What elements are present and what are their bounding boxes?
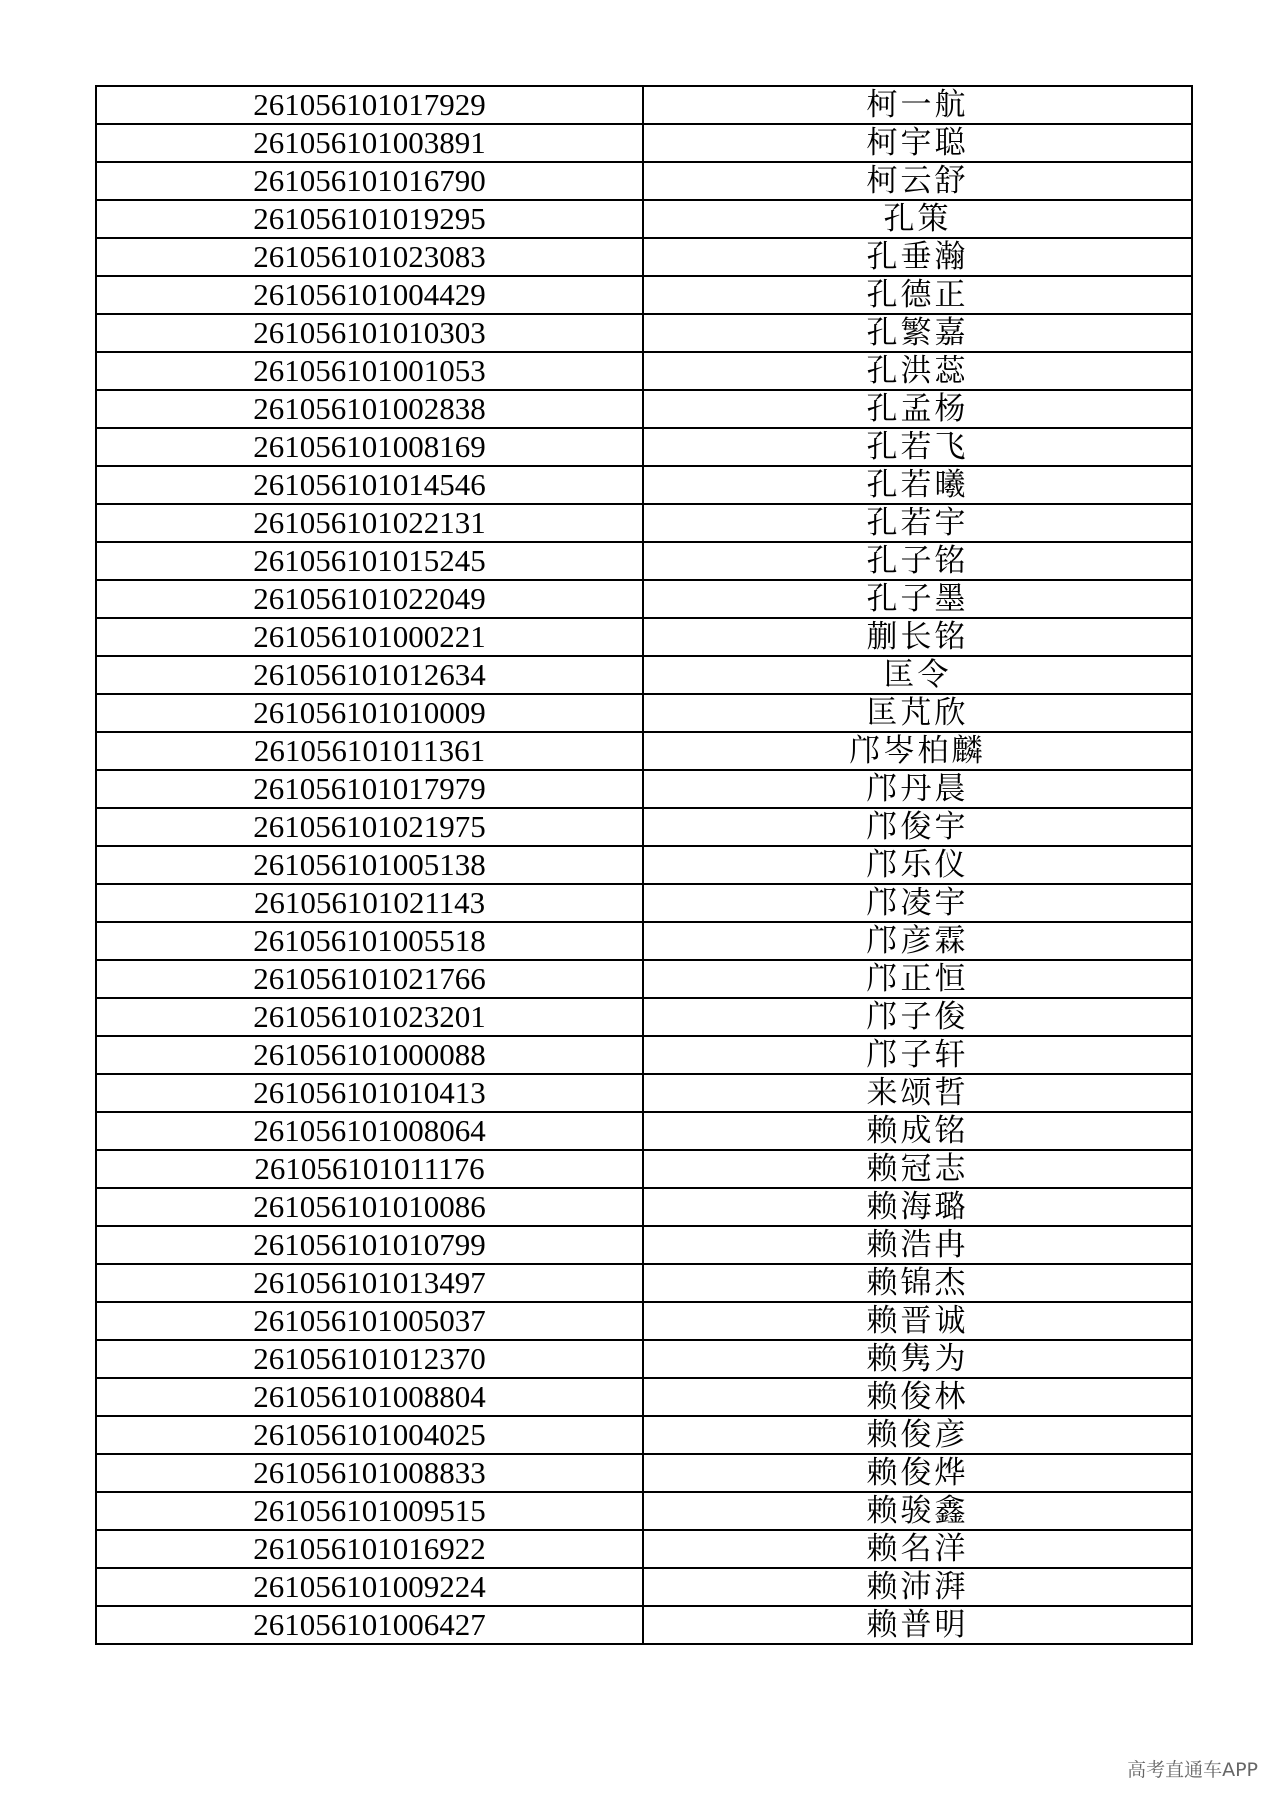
table-row (96, 1568, 1192, 1606)
exam-number-cell: 261056101001053 (96, 352, 643, 390)
exam-number-cell: 261056101004025 (96, 1416, 643, 1454)
exam-number-cell: 261056101017979 (96, 770, 643, 808)
table-row (96, 884, 1192, 922)
table-row (96, 124, 1192, 162)
candidate-table-body (96, 86, 1192, 1644)
exam-number-cell: 261056101002838 (96, 390, 643, 428)
student-name-cell: 邝丹晨 (643, 770, 1192, 808)
exam-number-cell: 261056101005138 (96, 846, 643, 884)
table-row (96, 1492, 1192, 1530)
student-name-cell: 孔子铭 (643, 542, 1192, 580)
table-row (96, 238, 1192, 276)
table-row (96, 732, 1192, 770)
table-row (96, 1036, 1192, 1074)
table-row (96, 276, 1192, 314)
watermark: 高考直通车APP (1127, 1759, 1258, 1781)
table-row (96, 846, 1192, 884)
table-row (96, 1074, 1192, 1112)
student-name-cell: 柯一航 (643, 86, 1192, 124)
table-row (96, 466, 1192, 504)
student-name-cell: 赖冠志 (643, 1150, 1192, 1188)
table-row (96, 542, 1192, 580)
table-row (96, 504, 1192, 542)
student-name-cell: 孔繁嘉 (643, 314, 1192, 352)
student-name-cell: 赖名洋 (643, 1530, 1192, 1568)
exam-number-cell: 261056101016790 (96, 162, 643, 200)
student-name-cell: 来颂哲 (643, 1074, 1192, 1112)
exam-number-cell: 261056101021975 (96, 808, 643, 846)
student-name-cell: 匡芃欣 (643, 694, 1192, 732)
exam-number-cell: 261056101010303 (96, 314, 643, 352)
exam-number-cell: 261056101012634 (96, 656, 643, 694)
exam-number-cell: 261056101008804 (96, 1378, 643, 1416)
exam-number-cell: 261056101011361 (96, 732, 643, 770)
exam-number-cell: 261056101010413 (96, 1074, 643, 1112)
student-name-cell: 匡令 (643, 656, 1192, 694)
exam-number-cell: 261056101023201 (96, 998, 643, 1036)
exam-number-cell: 261056101000088 (96, 1036, 643, 1074)
exam-number-cell: 261056101022049 (96, 580, 643, 618)
exam-number-cell: 261056101008833 (96, 1454, 643, 1492)
student-name-cell: 赖海璐 (643, 1188, 1192, 1226)
student-name-cell: 柯云舒 (643, 162, 1192, 200)
student-name-cell: 赖俊彦 (643, 1416, 1192, 1454)
exam-number-cell: 261056101021766 (96, 960, 643, 998)
student-name-cell: 孔策 (643, 200, 1192, 238)
table-row (96, 162, 1192, 200)
exam-number-cell: 261056101021143 (96, 884, 643, 922)
student-name-cell: 蒯长铭 (643, 618, 1192, 656)
table-row (96, 580, 1192, 618)
exam-number-cell: 261056101017929 (96, 86, 643, 124)
student-name-cell: 邝凌宇 (643, 884, 1192, 922)
student-name-cell: 邝彦霖 (643, 922, 1192, 960)
table-row (96, 808, 1192, 846)
exam-number-cell: 261056101014546 (96, 466, 643, 504)
table-row (96, 998, 1192, 1036)
student-name-cell: 孔子墨 (643, 580, 1192, 618)
table-row (96, 86, 1192, 124)
candidate-table (95, 85, 1193, 1645)
table-row (96, 1416, 1192, 1454)
table-row (96, 1340, 1192, 1378)
exam-number-cell: 261056101013497 (96, 1264, 643, 1302)
exam-number-cell: 261056101000221 (96, 618, 643, 656)
student-name-cell: 赖俊林 (643, 1378, 1192, 1416)
exam-number-cell: 261056101016922 (96, 1530, 643, 1568)
exam-number-cell: 261056101005518 (96, 922, 643, 960)
table-row (96, 1112, 1192, 1150)
student-name-cell: 赖沛湃 (643, 1568, 1192, 1606)
student-name-cell: 孔垂瀚 (643, 238, 1192, 276)
table-row (96, 960, 1192, 998)
student-name-cell: 赖隽为 (643, 1340, 1192, 1378)
student-name-cell: 邝乐仪 (643, 846, 1192, 884)
student-name-cell: 孔若飞 (643, 428, 1192, 466)
exam-number-cell: 261056101023083 (96, 238, 643, 276)
table-row (96, 1188, 1192, 1226)
student-name-cell: 孔若曦 (643, 466, 1192, 504)
exam-number-cell: 261056101009224 (96, 1568, 643, 1606)
exam-number-cell: 261056101012370 (96, 1340, 643, 1378)
student-name-cell: 赖浩冉 (643, 1226, 1192, 1264)
table-row (96, 314, 1192, 352)
exam-number-cell: 261056101010799 (96, 1226, 643, 1264)
student-name-cell: 柯宇聪 (643, 124, 1192, 162)
table-row (96, 1264, 1192, 1302)
exam-number-cell: 261056101010086 (96, 1188, 643, 1226)
table-row (96, 1454, 1192, 1492)
exam-number-cell: 261056101015245 (96, 542, 643, 580)
student-name-cell: 邝正恒 (643, 960, 1192, 998)
table-row (96, 694, 1192, 732)
student-name-cell: 孔德正 (643, 276, 1192, 314)
student-name-cell: 邝俊宇 (643, 808, 1192, 846)
student-name-cell: 邝子轩 (643, 1036, 1192, 1074)
table-row (96, 428, 1192, 466)
table-row (96, 1606, 1192, 1644)
exam-number-cell: 261056101010009 (96, 694, 643, 732)
student-name-cell: 孔孟杨 (643, 390, 1192, 428)
student-name-cell: 赖成铭 (643, 1112, 1192, 1150)
exam-number-cell: 261056101005037 (96, 1302, 643, 1340)
table-row (96, 1226, 1192, 1264)
student-name-cell: 赖骏鑫 (643, 1492, 1192, 1530)
table-row (96, 1378, 1192, 1416)
student-name-cell: 邝岑柏麟 (643, 732, 1192, 770)
student-name-cell: 孔若宇 (643, 504, 1192, 542)
exam-number-cell: 261056101019295 (96, 200, 643, 238)
student-name-cell: 赖锦杰 (643, 1264, 1192, 1302)
table-row (96, 922, 1192, 960)
table-row (96, 770, 1192, 808)
table-row (96, 1530, 1192, 1568)
table-row (96, 1150, 1192, 1188)
student-name-cell: 邝子俊 (643, 998, 1192, 1036)
table-row (96, 1302, 1192, 1340)
exam-number-cell: 261056101022131 (96, 504, 643, 542)
exam-number-cell: 261056101008064 (96, 1112, 643, 1150)
exam-number-cell: 261056101004429 (96, 276, 643, 314)
table-row (96, 352, 1192, 390)
student-name-cell: 赖俊烨 (643, 1454, 1192, 1492)
table-row (96, 200, 1192, 238)
exam-number-cell: 261056101009515 (96, 1492, 643, 1530)
table-row (96, 618, 1192, 656)
exam-number-cell: 261056101006427 (96, 1606, 643, 1644)
student-name-cell: 孔洪蕊 (643, 352, 1192, 390)
exam-number-cell: 261056101008169 (96, 428, 643, 466)
table-row (96, 656, 1192, 694)
student-name-cell: 赖晋诚 (643, 1302, 1192, 1340)
student-name-cell: 赖普明 (643, 1606, 1192, 1644)
exam-number-cell: 261056101003891 (96, 124, 643, 162)
table-row (96, 390, 1192, 428)
exam-number-cell: 261056101011176 (96, 1150, 643, 1188)
